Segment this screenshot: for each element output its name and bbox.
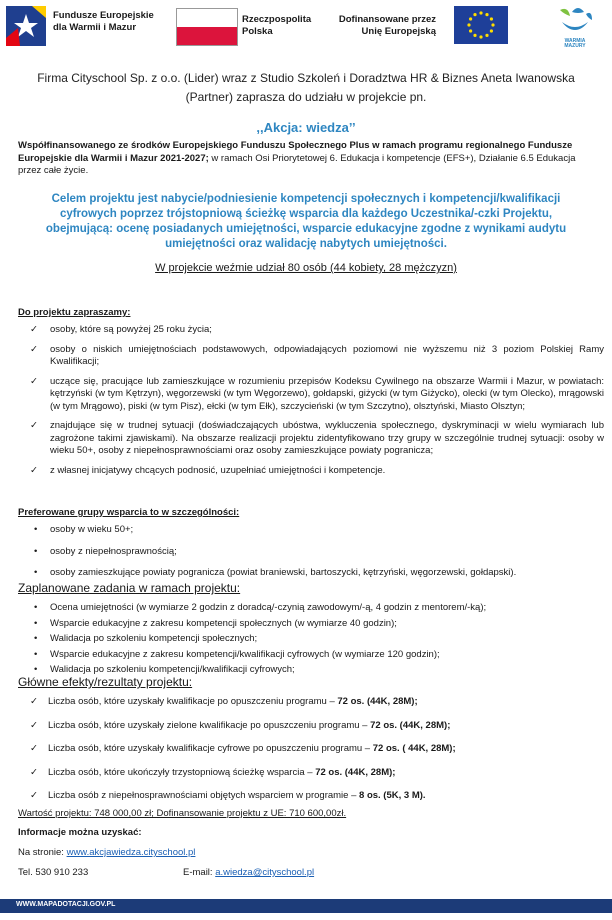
- check-icon: ✓: [30, 420, 38, 431]
- eu-line2: Unię Europejską: [361, 26, 436, 37]
- list-item: • osoby z niepełnosprawnością;: [34, 545, 177, 557]
- fe-star-icon: [6, 6, 46, 46]
- list-item: • Walidacja po szkoleniu kompetencji/kwalifikacji cyfrowych;: [34, 664, 295, 675]
- check-icon: ✓: [30, 464, 38, 476]
- polish-flag-icon: [176, 8, 238, 46]
- website-link[interactable]: www.akcjawiedza.cityschool.pl: [66, 847, 196, 858]
- warmia-mazury-logo: [552, 4, 598, 48]
- list-item: • Ocena umiejętności (w wymiarze 2 godzin z doradcą/-czynią zawodowym/-ą, 4 godzin z mentorem/-ką);: [34, 602, 487, 613]
- pl-line2: Polska: [242, 26, 273, 37]
- svg-text:MAZURY: MAZURY: [564, 43, 586, 48]
- list-item: • osoby zamieszkujące powiaty pogranicza (powiat braniewski, bartoszycki, kętrzyński, węgorzewski, gołdapski).: [34, 567, 517, 578]
- invite-heading: Do projektu zapraszamy:: [18, 307, 131, 318]
- check-icon: ✓: [30, 766, 38, 778]
- footer-bar-link[interactable]: WWW.MAPADOTACJI.GOV.PL: [16, 901, 116, 908]
- check-icon: ✓: [30, 696, 38, 707]
- effects-list: [26, 696, 604, 803]
- bullet-icon: •: [34, 648, 38, 660]
- list-item: ✓ osoby, które są powyżej 25 roku życia;: [30, 324, 212, 335]
- cofinancing-bold: Współfinansowanego ze środków Europejskiego Funduszu Społecznego Plus w ramach programu regionalnego Fundusze Europejskie dla Warmii i Mazur 2021-2027;: [18, 140, 573, 164]
- fe-line1: Fundusze Europejskie: [53, 10, 154, 21]
- website-line: [18, 847, 195, 859]
- fe-line2: dla Warmii i Mazur: [53, 22, 137, 33]
- tasks-list: [30, 602, 604, 677]
- bullet-icon: •: [34, 545, 38, 557]
- preferred-list: [30, 524, 604, 580]
- check-icon: ✓: [30, 343, 38, 355]
- check-icon: ✓: [30, 375, 38, 387]
- participants-count: W projekcie weźmie udział 80 osób (44 kobiety, 28 mężczyzn): [155, 262, 457, 274]
- eu-line1: Dofinansowane przez: [338, 14, 436, 25]
- tasks-heading: Zaplanowane zadania w ramach projektu:: [18, 581, 241, 595]
- bullet-icon: •: [34, 633, 38, 644]
- list-item: • Wsparcie edukacyjne z zakresu kompetencji społecznych (w wymiarze 40 godzin);: [34, 617, 397, 629]
- list-item: • Wsparcie edukacyjne z zakresu kompetencji/kwalifikacji cyfrowych (w wymiarze 120 godzin);: [34, 648, 440, 660]
- pl-line1: Rzeczpospolita: [242, 14, 312, 25]
- list-item: ✓ Liczba osób, które uzyskały zielone kwalifikacje po opuszczeniu programu – 72 os. (44K, 28M);: [30, 719, 451, 731]
- list-item: ✓ znajdujące się w trudnej sytuacji (doświadczających ubóstwa, wykluczenia społecznego, dyskryminacji w wielu wymiarach lub zagrożone takimi zjawiskami). Na obszarze realizacji projektu zidentyfikowano trzy grupy w szczególnie trudnej sytuacji: osoby w wieku 50+, osoby z niepełnosprawnościami oraz osoby zamieszkujące powiaty pogranicza;: [30, 420, 604, 456]
- cofinancing-normal: w ramach Osi Priorytetowej 6. Edukacja i kompetencje (EFS+), Działanie 6.5 Edukacja przez całe życie.: [18, 152, 576, 176]
- intro-text: Firma Cityschool Sp. z o.o. (Lider) wraz z Studio Szkoleń i Doradztwa HR & Biznes Aneta Iwanowska (Partner) zaprasza do udziału w projekcie pn.: [37, 71, 575, 104]
- bullet-icon: •: [34, 664, 38, 675]
- preferred-heading: Preferowane grupy wsparcia to w szczególności:: [18, 507, 240, 518]
- list-item: ✓ osoby o niskich umiejętnościach podstawowych, odpowiadających poziomowi nie wyższemu niż 3 poziom Polskiej Ramy Kwalifikacji;: [30, 343, 604, 367]
- svg-text:WARMIA: WARMIA: [564, 38, 586, 44]
- list-item: ✓ Liczba osób, które uzyskały kwalifikacje po opuszczeniu programu – 72 os. (44K, 28M);: [30, 696, 418, 707]
- check-icon: ✓: [30, 719, 38, 731]
- list-item: ✓ Liczba osób z niepełnosprawnościami objętych wsparciem w programie – 8 os. (5K, 3 M).: [30, 790, 426, 801]
- footer-bar: [0, 899, 612, 913]
- check-icon: ✓: [30, 743, 38, 754]
- check-icon: ✓: [30, 790, 38, 801]
- list-item: ✓ Liczba osób, które ukończyły trzystopniową ścieżkę wsparcia – 72 os. (44K, 28M);: [30, 766, 396, 778]
- bullet-icon: •: [34, 617, 38, 629]
- email-line: [183, 867, 314, 879]
- info-heading: Informacje można uzyskać:: [18, 827, 142, 838]
- cofinancing-text: [18, 140, 596, 178]
- email-label: E-mail:: [183, 867, 216, 878]
- list-item: ✓ z własnej inicjatywy chcących podnosić, uzupełniać umiejętności i kompetencje.: [30, 464, 386, 476]
- list-item: ✓ Liczba osób, które uzyskały kwalifikacje cyfrowe po opuszczeniu programu – 72 os. ( 44K, 28M);: [30, 743, 456, 754]
- email-link[interactable]: a.wiedza@cityschool.pl: [215, 867, 315, 878]
- bullet-icon: •: [34, 567, 38, 578]
- list-item: • Walidacja po szkoleniu kompetencji społecznych;: [34, 633, 258, 644]
- bullet-icon: •: [34, 602, 38, 613]
- eu-flag-icon: [454, 6, 508, 44]
- logo-strip: [6, 4, 606, 52]
- phone-text: Tel. 530 910 233: [18, 867, 89, 878]
- list-item: • osoby w wieku 50+;: [34, 524, 134, 535]
- project-value: Wartość projektu: 748 000,00 zł; Dofinansowanie projektu z UE: 710 600,00zł.: [18, 808, 347, 819]
- project-title: ,,Akcja: wiedza’’: [256, 120, 356, 135]
- list-item: ✓ uczące się, pracujące lub zamieszkujące w rozumieniu przepisów Kodeksu Cywilnego na obszarze Warmii i Mazur, w powiatach: kętrzyński (w tym Kętrzyn), węgorzewski (w tym Węgorzewo), gołdapski, giżycki (w tym Giżycko), olecki (w tym Olecko), mrągowski (w tym Mrągowo), piski (w tym Pisz), ełcki (w tym Ełk), szczycieński (w tym Szczytno), olsztyński, Miasto Olsztyn;: [30, 375, 604, 412]
- website-label: Na stronie:: [18, 847, 67, 858]
- fundusze-europejskie-logo: [6, 4, 166, 50]
- check-icon: ✓: [30, 324, 38, 335]
- project-goal: Celem projektu jest nabycie/podniesienie kompetencji społecznych i kompetencji/kwalifikacji cyfrowych poprzez trójstopniową ścieżkę wsparcia dla każdego Uczestnika/-czki Projektu, obejmującą: ocenę posiadanych umiejętności, wsparcie edukacyjne zgodne z wynikami audytu umiejętności oraz walidację nabytych umiejętności.: [45, 193, 567, 250]
- effects-heading: Główne efekty/rezultaty projektu:: [18, 675, 193, 689]
- bullet-icon: •: [34, 524, 38, 535]
- invite-list: [26, 324, 604, 477]
